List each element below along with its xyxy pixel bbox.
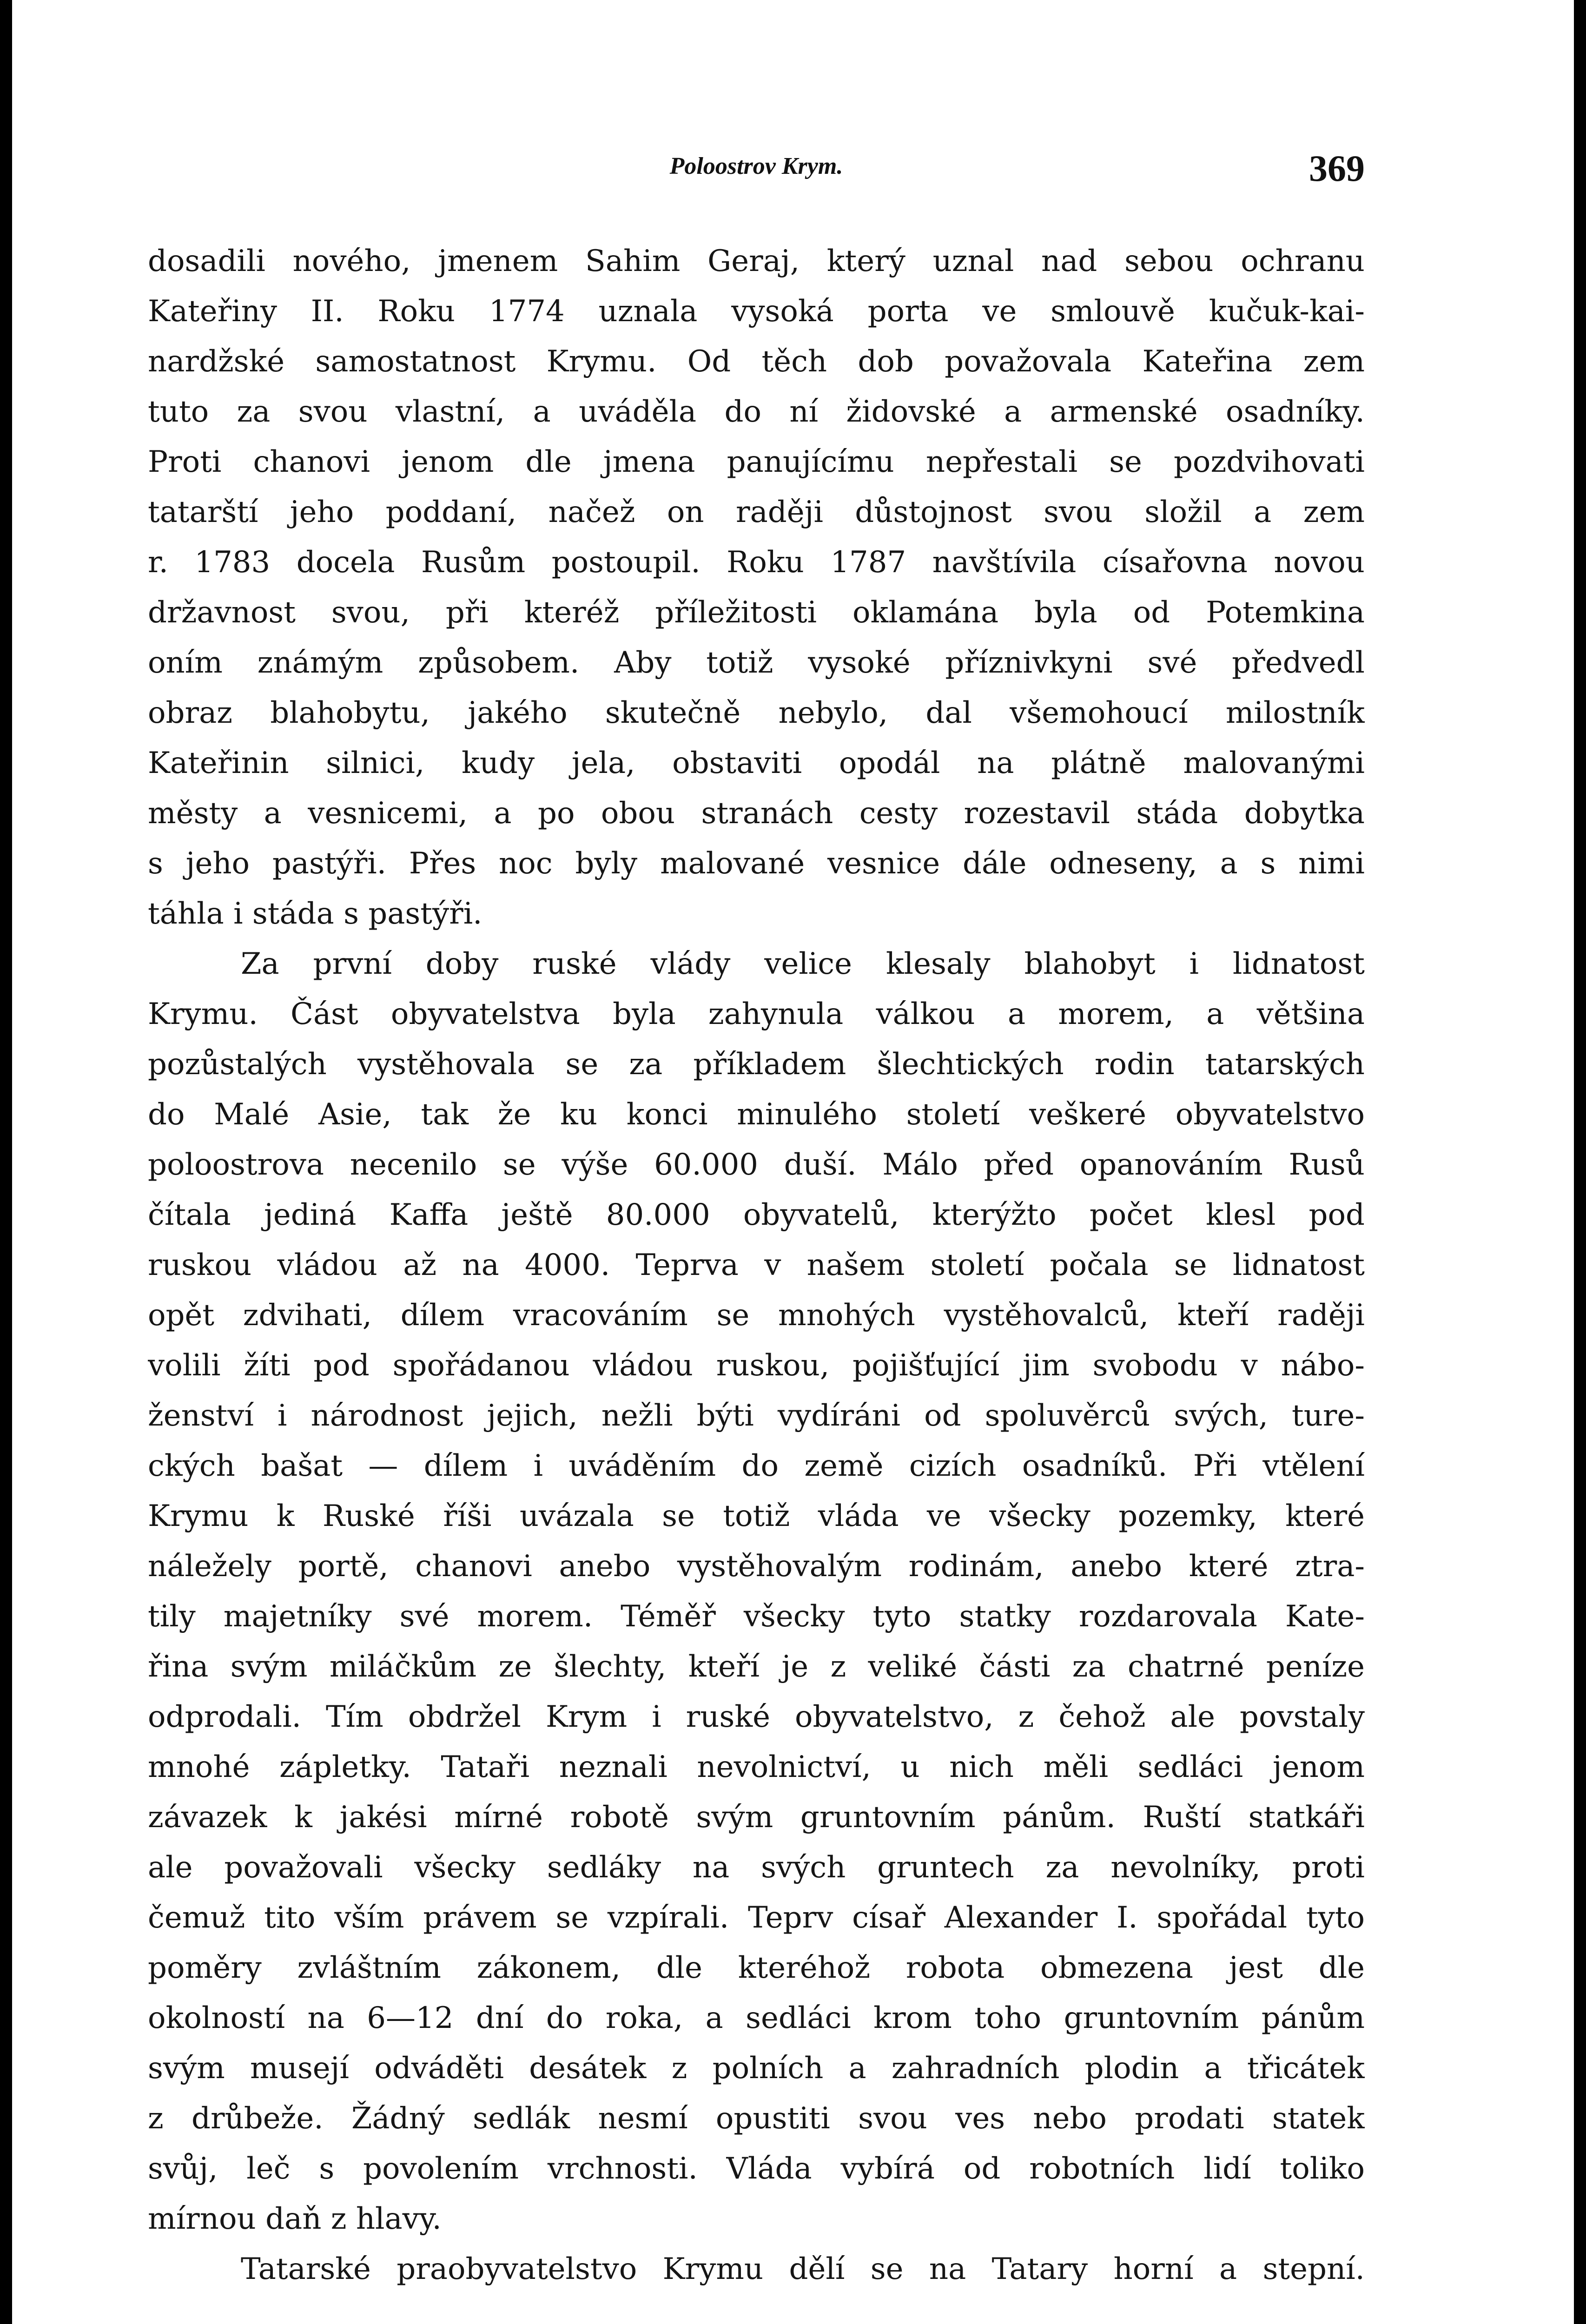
text-line: ale považovali všecky sedláky na svých gruntech za nevolníky, proti	[148, 1850, 1365, 1885]
text-line: obraz blahobytu, jakého skutečně nebylo, dal všemohoucí milostník	[148, 696, 1365, 730]
text-line: ckých bašat — dílem i uváděním do země cizích osadníků. Při vtělení	[148, 1449, 1365, 1483]
text-line: městy a vesnicemi, a po obou stranách cesty rozestavil stáda dobytka	[148, 796, 1365, 831]
text-line: mnohé zápletky. Tataři neznali nevolnictví, u nich měli sedláci jenom	[148, 1750, 1365, 1784]
text-line: Krymu. Část obyvatelstva byla zahynula válkou a morem, a většina	[148, 997, 1365, 1031]
scan-right-edge	[1574, 0, 1586, 2324]
text-line: náležely portě, chanovi anebo vystěhovalým rodinám, anebo které ztra-	[148, 1549, 1365, 1584]
page-number: 369	[1309, 148, 1365, 189]
text-line: svůj, leč s povolením vrchnosti. Vláda vybírá od robotních lidí toliko	[148, 2152, 1365, 2186]
text-line: opět zdvihati, dílem vracováním se mnohých vystěhovalců, kteří raději	[148, 1298, 1365, 1333]
scan-left-edge	[0, 0, 12, 2324]
text-line: řina svým miláčkům ze šlechty, kteří je z veliké části za chatrné peníze	[148, 1650, 1365, 1684]
text-line: Kateřinin silnici, kudy jela, obstaviti opodál na plátně malovanými	[148, 746, 1365, 780]
text-line: tatarští jeho poddaní, načež on raději důstojnost svou složil a zem	[148, 495, 1365, 529]
text-line: z drůbeže. Žádný sedlák nesmí opustiti svou ves nebo prodati statek	[148, 2101, 1365, 2136]
text-line: Kateřiny II. Roku 1774 uznala vysoká porta ve smlouvě kučuk-kai-	[148, 294, 1365, 329]
text-line: Tatarské praobyvatelstvo Krymu dělí se na Tatary horní a stepní.	[241, 2252, 1365, 2286]
text-line: Proti chanovi jenom dle jmena panujícímu nepřestali se pozdvihovati	[148, 445, 1365, 479]
text-line: oním známým způsobem. Aby totiž vysoké příznivkyni své předvedl	[148, 646, 1365, 680]
text-line: dosadili nového, jmenem Sahim Geraj, který uznal nad sebou ochranu	[148, 244, 1365, 278]
text-line: r. 1783 docela Rusům postoupil. Roku 1787 navštívila císařovna novou	[148, 545, 1365, 580]
text-line: čemuž tito vším právem se vzpírali. Teprv císař Alexander I. spořádal tyto	[148, 1901, 1365, 1935]
text-line: svým musejí odváděti desátek z polních a zahradních plodin a třicátek	[148, 2051, 1365, 2086]
text-line: táhla i stáda s pastýři.	[148, 897, 482, 931]
text-line: odprodali. Tím obdržel Krym i ruské obyvatelstvo, z čehož ale povstaly	[148, 1700, 1365, 1734]
text-line: nardžské samostatnost Krymu. Od těch dob považovala Kateřina zem	[148, 344, 1365, 379]
text-line: závazek k jakési mírné robotě svým gruntovním pánům. Ruští statkáři	[148, 1800, 1365, 1835]
text-line: s jeho pastýři. Přes noc byly malované vesnice dále odneseny, a s nimi	[148, 846, 1365, 881]
text-line: do Malé Asie, tak že ku konci minulého století veškeré obyvatelstvo	[148, 1097, 1365, 1132]
text-line: mírnou daň z hlavy.	[148, 2202, 442, 2236]
text-line: poměry zvláštním zákonem, dle kteréhož robota obmezena jest dle	[148, 1951, 1365, 1985]
text-line: ruskou vládou až na 4000. Teprva v našem století počala se lidnatost	[148, 1248, 1365, 1282]
text-line: pozůstalých vystěhovala se za příkladem šlechtických rodin tatarských	[148, 1047, 1365, 1082]
text-line: volili žíti pod spořádanou vládou ruskou, pojišťující jim svobodu v nábo-	[148, 1348, 1365, 1383]
text-line: Krymu k Ruské říši uvázala se totiž vláda ve všecky pozemky, které	[148, 1499, 1365, 1533]
page-header	[148, 148, 1365, 194]
running-title: Poloostrov Krym.	[669, 153, 843, 179]
text-line: državnost svou, při kteréž příležitosti oklamána byla od Potemkina	[148, 595, 1365, 630]
text-line: poloostrova necenilo se výše 60.000 duší. Málo před opanováním Rusů	[148, 1148, 1365, 1182]
text-line: okolností na 6—12 dní do roka, a sedláci krom toho gruntovním pánům	[148, 2001, 1365, 2035]
text-line: čítala jediná Kaffa ještě 80.000 obyvatelů, kterýžto počet klesl pod	[148, 1198, 1365, 1232]
body-text	[148, 236, 1365, 2294]
text-line: tily majetníky své morem. Téměř všecky tyto statky rozdarovala Kate-	[148, 1599, 1365, 1634]
text-line: tuto za svou vlastní, a uváděla do ní židovské a armenské osadníky.	[148, 395, 1365, 429]
text-line: Za první doby ruské vlády velice klesaly blahobyt i lidnatost	[241, 947, 1365, 981]
text-line: ženství i národnost jejich, nežli býti vydíráni od spoluvěrců svých, ture-	[148, 1399, 1365, 1433]
